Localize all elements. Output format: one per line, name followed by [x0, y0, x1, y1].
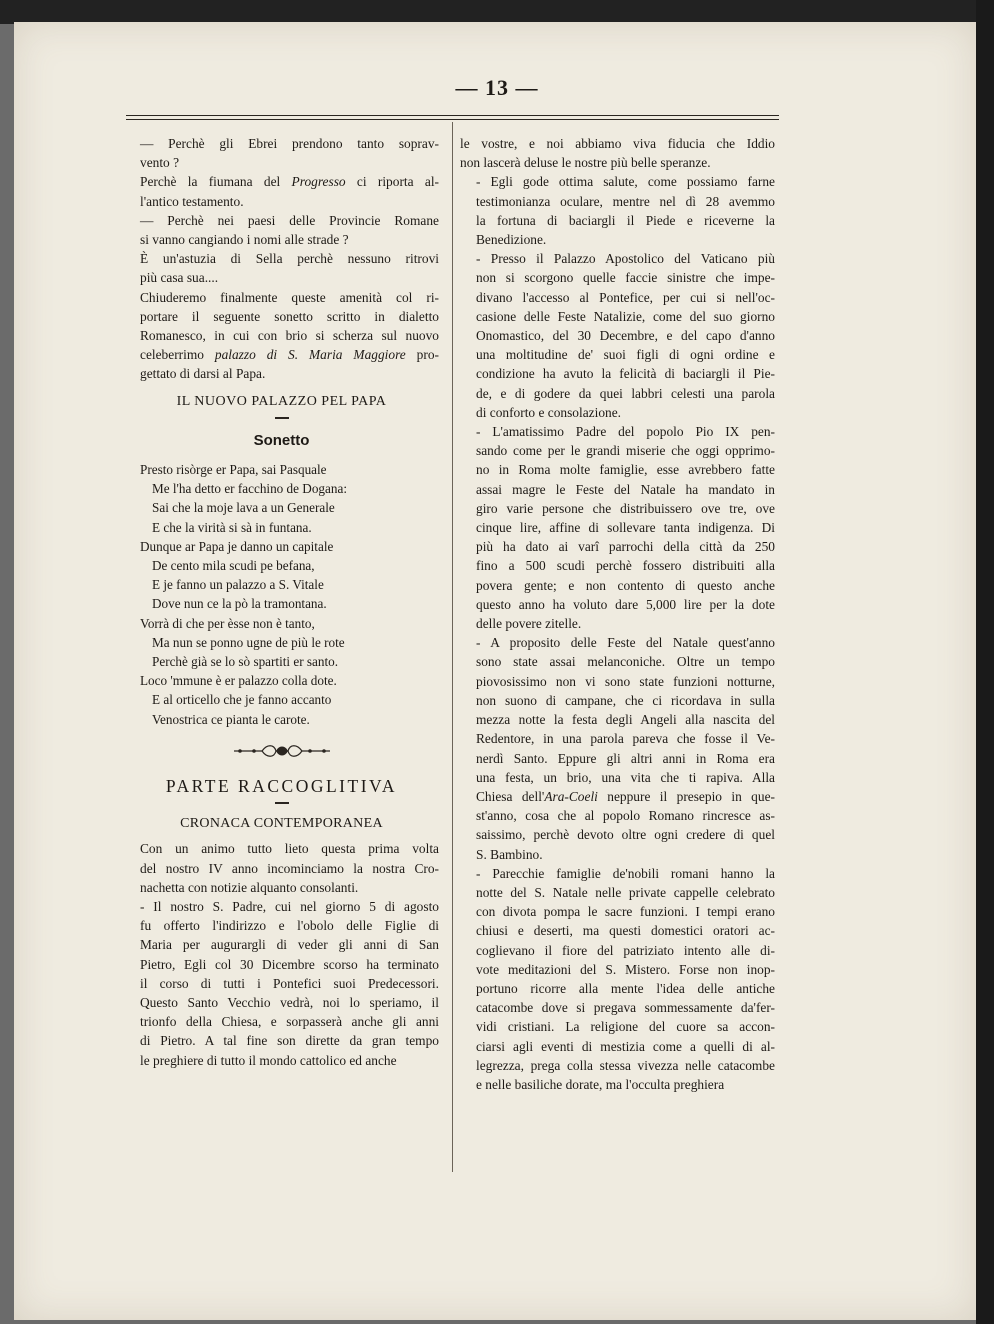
text-line: questo anno ha voluto dare 5,000 lire per la dote — [476, 596, 775, 612]
sonnet-verse: De cento mila scudi pe befana, — [152, 558, 315, 574]
text-line: - A proposito delle Feste del Natale quest'anno — [476, 635, 775, 651]
text-line: S. Bambino. — [476, 846, 543, 862]
column-divider — [452, 122, 453, 1172]
right-column — [460, 134, 775, 1094]
text-line: Onomastico, del 30 Decembre, e del capo d'anno — [476, 328, 775, 344]
text-line: cinque lire, affine di sollevare tanta indigenza. Di — [476, 520, 775, 536]
text-line: — Perchè nei paesi delle Provincie Romane — [140, 212, 439, 228]
text-line: di conforto e consolazione. — [476, 404, 622, 420]
text-line: delle povere zitelle. — [476, 616, 582, 632]
text-line: portare il seguente sonetto scritto in dialetto — [140, 308, 439, 324]
header-rule — [126, 115, 779, 116]
paragraph — [124, 172, 439, 210]
text-line: la fortuna di baciargli il Piede e riceverne la — [476, 212, 775, 228]
scan-right-edge — [976, 0, 994, 1324]
text-line: - Il nostro S. Padre, cui nel giorno 5 di agosto — [140, 898, 439, 914]
paragraph — [460, 134, 775, 172]
text-line: vidi cristiani. La religione del cuore sa accon- — [476, 1019, 775, 1035]
text-line: trionfo della Chiesa, e sorpasserà anche gli anni — [140, 1014, 439, 1030]
text-line: mezza notte la festa degli Angeli alla nascita del — [476, 712, 775, 728]
text-line: portuno ricorre alla mente l'idea delle antiche — [476, 980, 775, 996]
paragraph — [124, 897, 439, 1070]
sonnet-verse: E al orticello che je fanno accanto — [152, 692, 332, 708]
text-line: una festa, un brio, una vita che ti rapiva. Alla — [476, 769, 775, 785]
text-line: legrezza, prega colla stessa vivezza nelle catacombe — [476, 1057, 775, 1073]
text-line: una moltitudine de' suoi figli di ogni ordine e — [476, 347, 775, 363]
paragraph — [460, 422, 775, 633]
text-line: le vostre, e noi abbiamo viva fiducia che Iddio — [460, 136, 775, 151]
text-line: fu offerto l'indirizzo e l'obolo delle Figlie di — [140, 918, 439, 934]
heading-parte-raccoglitiva: PARTE RACCOGLITIVA — [165, 775, 398, 796]
ornament-divider-icon — [232, 743, 332, 759]
text-line: Perchè la fiumana del Progresso ci riporta al- — [140, 174, 439, 190]
paragraph — [124, 839, 439, 897]
text-line: con divota pompa le sacre funzioni. I tempi erano — [476, 904, 775, 920]
text-line: È un'astuzia di Sella perchè nessuno ritrovi — [140, 251, 439, 267]
text-line: si vanno cangiando i nomi alle strade ? — [140, 232, 349, 248]
text-line: coglievano il fiore del patriziato intento alle di- — [476, 942, 775, 958]
text-line: più ha dato ai varî parrochi della città da 250 — [476, 539, 775, 555]
text-line: ciarsi agli eventi di mestizia come a quelli di al- — [476, 1038, 775, 1054]
text-line: fino a 500 scudi perchè fossero distribuiti alla — [476, 558, 775, 574]
text-line: gettato di darsi al Papa. — [140, 366, 266, 382]
text-line: l'antico testamento. — [140, 193, 244, 209]
text-line: testimonianza oculare, mentre nel dì 28 avemmo — [476, 193, 775, 209]
sonnet-verse: Perchè già se lo sò spartiti er santo. — [152, 654, 339, 670]
paragraph — [124, 211, 439, 249]
text-line: — Perchè gli Ebrei prendono tanto soprav- — [140, 136, 439, 151]
text-line: piovosissimo non vi sono state funzioni notturne, — [476, 673, 775, 689]
sonnet-verse: Loco 'mmune è er palazzo colla dote. — [140, 673, 337, 689]
text-line: - L'amatissimo Padre del popolo Pio IX pen- — [476, 424, 775, 440]
left-column — [124, 134, 439, 1070]
text-line: Con un animo tutto lieto questa prima volta — [140, 841, 439, 857]
text-line: vote meditazioni del S. Mistero. Forse non inop- — [476, 961, 775, 977]
text-line: di Pietro. A tal fine son dirette da gran tempo — [140, 1033, 439, 1049]
header-rule — [126, 119, 779, 120]
text-line: non suono di campane, che ci ricordava in sulla — [476, 692, 775, 708]
paragraph — [460, 633, 775, 863]
paragraph — [460, 249, 775, 422]
text-line: povera gente; e non contento di questo anche — [476, 577, 775, 593]
text-line: - Presso il Palazzo Apostolico del Vaticano più — [476, 251, 775, 267]
text-line: sando come per le grandi miserie che oggi opprimo- — [476, 443, 775, 459]
text-line: Questo Santo Vecchio vedrà, noi lo speriamo, il — [140, 994, 439, 1010]
paragraph — [124, 288, 439, 384]
text-line: le preghiere di tutto il mondo cattolico ed anche — [140, 1052, 397, 1068]
text-line: - Egli gode ottima salute, come possiamo farne — [476, 174, 775, 190]
paragraph — [460, 864, 775, 1094]
text-line: vento ? — [140, 155, 180, 171]
sonnet — [124, 460, 439, 729]
text-line: assai magre le Feste del Natale ha mandato in — [476, 481, 775, 497]
paragraph — [124, 249, 439, 287]
text-line: catacombe dove si pregava sommessamente da'fer- — [476, 1000, 775, 1016]
text-line: casione delle Feste Natalizie, come del suo giorno — [476, 308, 775, 324]
cronaca-text — [124, 839, 439, 1069]
intro-text — [124, 134, 439, 384]
text-line: saissimo, perchè devoto oltre ogni credere di quel — [476, 827, 775, 843]
text-line: divano l'accesso al Pontefice, per cui si nell'oc- — [476, 289, 775, 305]
text-line: Romanesco, in cui con brio si scherza sul nuovo — [140, 328, 439, 344]
text-line: del nostro IV anno incominciamo la nostra Cro- — [140, 860, 439, 876]
text-line: Chiesa dell'Ara-Coeli neppure il presepio in que- — [476, 788, 775, 804]
heading-cronaca-contemporanea: CRONACA CONTEMPORANEA — [180, 816, 383, 832]
text-line: non si scorgono quelle faccie sinistre che impe- — [476, 270, 775, 286]
text-line: chiusi e deserti, ma questi domestici oratori ac- — [476, 923, 775, 939]
text-line: Pietro, Egli col 30 Dicembre scorso ha terminato — [140, 956, 439, 972]
sonnet-verse: Vorrà di che per èsse non è tanto, — [140, 615, 315, 631]
page-number: — 13 — — [455, 75, 539, 100]
text-line: Maria per augurargli di veder gli anni di San — [140, 937, 439, 953]
sonnet-verse: Dunque ar Papa je danno un capitale — [140, 538, 334, 554]
text-line: il corso di tutti i Pontefici suoi Predecessori. — [140, 975, 439, 991]
sonnet-verse: Dove nun ce la pò la tramontana. — [152, 596, 327, 612]
text-line: no in Roma molte famiglie, esse avrebbero fatte — [476, 462, 775, 478]
heading-nuovo-palazzo: IL NUOVO PALAZZO PEL PAPA — [176, 393, 387, 409]
sonnet-verse: E je fanno un palazzo a S. Vitale — [152, 577, 324, 593]
text-line: Chiuderemo finalmente queste amenità col ri- — [140, 289, 439, 305]
text-line: - Parecchie famiglie de'nobili romani hanno la — [476, 865, 775, 881]
sonnet-verse: Ma nun se ponno ugne de più le rote — [152, 634, 345, 650]
paragraph — [124, 134, 439, 172]
text-line: nachetta con notizie alquanto consolanti. — [140, 879, 359, 895]
sonnet-verse: Venostrica ce pianta le carote. — [152, 711, 310, 727]
text-line: condizione ha avuto la felicità di baciargli il Pie- — [476, 366, 775, 382]
text-line: Benedizione. — [476, 232, 547, 248]
text-line: sono state assai melanconiche. Oltre un tempo — [476, 654, 775, 670]
sonnet-verse: Sai che la moje lava a un Generale — [152, 500, 335, 516]
text-line: notte del S. Natale nelle private cappelle celebrato — [476, 884, 775, 900]
sonnet-verse: E che la virità si sà in funtana. — [152, 519, 312, 535]
heading-sonetto: Sonetto — [253, 431, 310, 449]
heading-dash — [275, 417, 289, 419]
text-line: non lascerà deluse le nostre più belle speranze. — [460, 155, 711, 171]
heading-dash — [275, 802, 289, 804]
paragraph — [460, 172, 775, 249]
text-line: Redentore, in una parola pareva che fosse il Ve- — [476, 731, 775, 747]
text-line: celeberrimo palazzo di S. Maria Maggiore pro- — [140, 347, 439, 363]
scan-top-edge — [0, 0, 994, 24]
sonnet-verse: Me l'ha detto er facchino de Dogana: — [152, 481, 347, 497]
text-line: e nelle basiliche dorate, ma l'occulta preghiera — [476, 1076, 725, 1092]
text-line: nerdì Santo. Eppure gli altri anni in Roma era — [476, 750, 775, 766]
text-line: più casa sua.... — [140, 270, 219, 286]
text-line: st'anno, cosa che al popolo Romano rincresce as- — [476, 808, 775, 824]
text-line: de, e di godere da quei labbri celesti una parola — [476, 385, 775, 401]
text-line: giro varie persone che distribuissero ove tre, ove — [476, 500, 775, 516]
sonnet-verse: Presto risòrge er Papa, sai Pasquale — [140, 462, 327, 478]
